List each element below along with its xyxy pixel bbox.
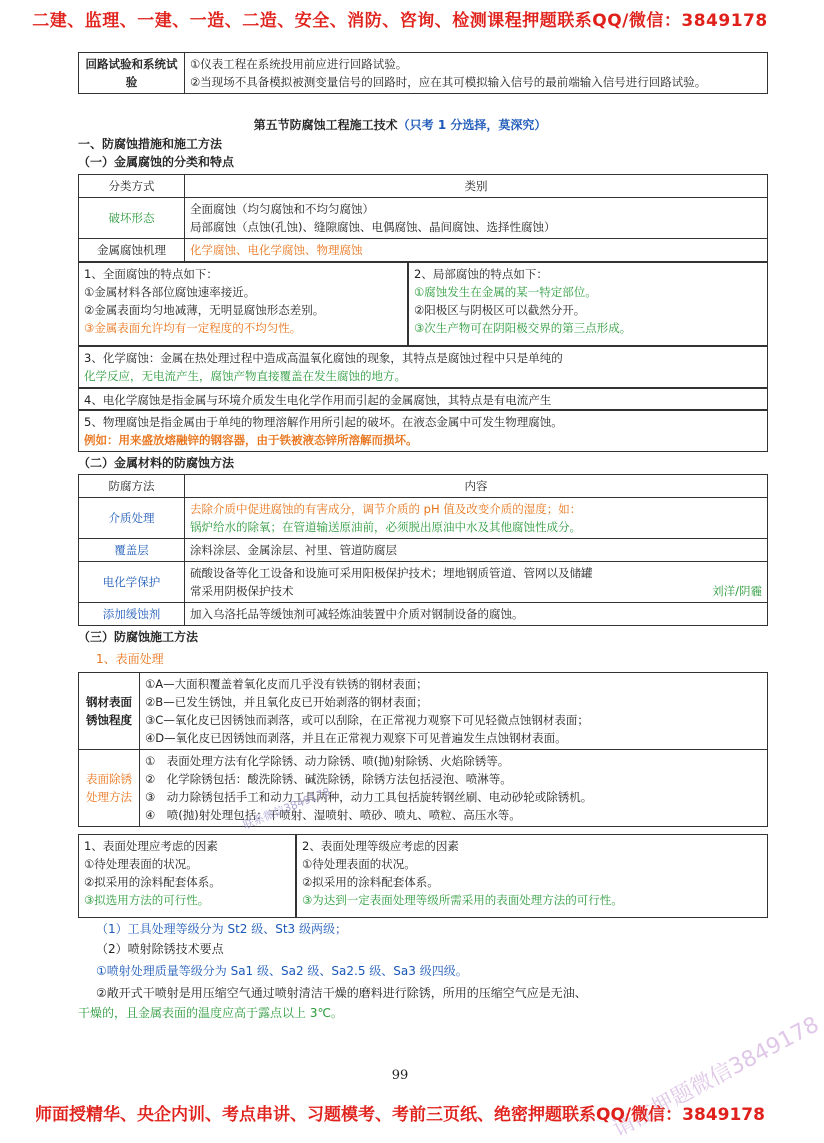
factor-line-1: ①待处理表面的状况。	[84, 857, 198, 871]
local-line-3: ③次生产物可在阴阳极交界的第三点形成。	[414, 321, 632, 335]
t2-row1-line2: 锅炉给水的除氧；在管道输送原油前，必须脱出原油中水及其他腐蚀性成分。	[190, 520, 581, 534]
t2-row3-key: 电化学保护	[79, 562, 185, 603]
uniform-title: 1、全面腐蚀的特点如下：	[84, 267, 218, 281]
heading-1: 一、防腐蚀措施和施工方法	[78, 137, 223, 151]
local-line-1: ①腐蚀发生在金属的某一特定部位。	[414, 285, 597, 299]
loop-test-table	[78, 52, 768, 94]
grade-title: 2、表面处理等级应考虑的因素	[302, 839, 459, 853]
treatment-factor-box	[78, 834, 296, 918]
t2-row4-key: 添加缓蚀剂	[79, 603, 185, 626]
t2-row3-line1: 硫酸设备等化工设备和设施可采用阳极保护技术；埋地钢质管道、管网以及储罐	[190, 566, 593, 580]
tail-line-4: ②敞开式干喷射是用压缩空气通过喷射清洁干燥的磨料进行除锈，所用的压缩空气应是无油、	[96, 986, 587, 1000]
t1-row1-line1: 全面腐蚀（均匀腐蚀和不均匀腐蚀）	[190, 202, 374, 216]
watermark-small: 联系微信3849178	[241, 785, 333, 832]
t2-row4-val: 加入乌洛托品等缓蚀剂可减轻炼油装置中介质对钢制设备的腐蚀。	[185, 603, 768, 626]
t1-header-1: 分类方式	[79, 175, 185, 198]
page-footer-banner: 师面授精华、央企内训、考点串讲、习题模考、考前三页纸、绝密押题联系QQ/微信：3849178	[35, 1105, 765, 1125]
page-number: 99	[391, 1068, 409, 1083]
corrosion-class-table	[78, 174, 768, 262]
t3-r1-line3: ③C—氧化皮已因锈蚀而剥落，或可以刮除，在正常视力观察下可见轻微点蚀钢材表面；	[145, 713, 589, 727]
chemical-line-2: 化学反应，无电流产生，腐蚀产物直接覆盖在发生腐蚀的地方。	[84, 369, 406, 383]
uniform-line-3: ③金属表面允许均有一定程度的不均匀性。	[84, 321, 302, 335]
t2-row1-key: 介质处理	[79, 498, 185, 539]
watermark-large: 请注押题微信3849178	[608, 1012, 824, 1143]
t2-row3-line2	[190, 582, 762, 600]
section-title: 第五节防腐蚀工程施工技术	[253, 118, 398, 132]
signature-text: 刘洋/阴霾	[712, 584, 762, 598]
electrochemical-line: 4、电化学腐蚀是指金属与环境介质发生电化学作用而引起的金属腐蚀，其特点是有电流产生	[84, 393, 552, 407]
tail-line-3: ①喷射处理质量等级分为 Sa1 级、Sa2 级、Sa2.5 级、Sa3 级四级。	[96, 964, 468, 978]
loop-test-label: 回路试验和系统试验	[79, 53, 185, 94]
loop-test-line-2: ②当现场不具备模拟被测变量信号的回路时，应在其可模拟输入信号的最前端输入信号进行回路试验。	[190, 75, 707, 89]
electrochemical-box	[78, 388, 768, 410]
tail-line-5: 干燥的，且金属表面的温度应高于露点以上 3℃。	[78, 1006, 343, 1020]
grade-line-2: ②拟采用的涂料配套体系。	[302, 875, 439, 889]
sub-heading-3-1: 1、表面处理	[96, 652, 164, 666]
loop-test-line-1: ①仪表工程在系统投用前应进行回路试验。	[190, 57, 408, 71]
section-note: （只考 1 分选择，莫深究）	[397, 118, 547, 132]
uniform-corrosion-box	[78, 262, 408, 346]
uniform-line-1: ①金属材料各部位腐蚀速率接近。	[84, 285, 256, 299]
page-header-banner: 二建、监理、一建、一造、二造、安全、消防、咨询、检测课程押题联系QQ/微信：3849178	[32, 11, 768, 31]
t1-row1-line2: 局部腐蚀（点蚀(孔蚀)、缝隙腐蚀、电偶腐蚀、晶间腐蚀、选择性腐蚀）	[190, 220, 556, 234]
anticorrosion-method-table	[78, 474, 768, 626]
sub-heading-1: （一）金属腐蚀的分类和特点	[78, 155, 235, 169]
local-title: 2、局部腐蚀的特点如下：	[414, 267, 548, 281]
factor-line-3: ③拟选用方法的可行性。	[84, 893, 210, 907]
t3-r2-line2: ② 化学除锈包括：酸洗除锈、碱洗除锈，除锈方法包括浸泡、喷淋等。	[145, 772, 512, 786]
factor-line-2: ②拟采用的涂料配套体系。	[84, 875, 221, 889]
t3-r1-line4: ④D—氧化皮已因锈蚀而剥落，并且在正常视力观察下可见普遍发生点蚀钢材表面。	[145, 731, 567, 745]
t1-row2-key: 金属腐蚀机理	[79, 239, 185, 262]
t2-row2-val: 涂料涂层、金属涂层、衬里、管道防腐层	[185, 539, 768, 562]
local-corrosion-box	[408, 262, 768, 346]
t1-row2-val: 化学腐蚀、电化学腐蚀、物理腐蚀	[185, 239, 768, 262]
t1-row1-key: 破坏形态	[79, 198, 185, 239]
factor-title: 1、表面处理应考虑的因素	[84, 839, 218, 853]
uniform-line-2: ②金属表面均匀地减薄，无明显腐蚀形态差别。	[84, 303, 325, 317]
physical-line-1: 5、物理腐蚀是指金属由于单纯的物理溶解作用所引起的破坏。在液态金属中可发生物理腐蚀。	[84, 415, 563, 429]
t3-key-1: 钢材表面锈蚀程度	[79, 673, 140, 750]
section-heading	[0, 116, 800, 134]
chemical-corrosion-box	[78, 346, 768, 388]
grade-line-1: ①待处理表面的状况。	[302, 857, 416, 871]
t2-row1-line1: 去除介质中促进腐蚀的有害成分，调节介质的 pH 值及改变介质的湿度；如：	[190, 502, 582, 516]
physical-corrosion-box	[78, 410, 768, 452]
chemical-line-1: 3、化学腐蚀：金属在热处理过程中造成高温氧化腐蚀的现象，其特点是腐蚀过程中只是单纯的	[84, 351, 563, 365]
t3-r2-line4: ④ 喷(抛)射处理包括：干喷射、湿喷射、喷砂、喷丸、喷粒、高压水等。	[145, 808, 521, 822]
t2-row2-key: 覆盖层	[79, 539, 185, 562]
tail-line-1: （1）工具处理等级分为 St2 级、St3 级两级；	[96, 922, 347, 936]
sub-heading-3: （三）防腐蚀施工方法	[78, 630, 199, 644]
grade-line-3: ③为达到一定表面处理等级所需采用的表面处理方法的可行性。	[302, 893, 623, 907]
grade-factor-box	[296, 834, 768, 918]
surface-treatment-table	[78, 672, 768, 827]
t3-r1-line1: ①A—大面积覆盖着氧化皮而几乎没有铁锈的钢材表面；	[145, 677, 428, 691]
tail-line-2: （2）喷射除锈技术要点	[96, 942, 224, 956]
t2-row3-line2-text: 常采用阴极保护技术	[190, 584, 294, 598]
t2-header-2: 内容	[185, 475, 768, 498]
local-line-2: ②阳极区与阴极区可以截然分开。	[414, 303, 586, 317]
t3-r2-line1: ① 表面处理方法有化学除锈、动力除锈、喷(抛)射除锈、火焰除锈等。	[145, 754, 510, 768]
t3-r1-line2: ②B—已发生锈蚀，并且氧化皮已开始剥落的钢材表面；	[145, 695, 428, 709]
t1-header-2: 类别	[185, 175, 768, 198]
physical-line-2: 例如：用来盛放熔融锌的钢容器，由于铁被液态锌所溶解而损坏。	[84, 433, 418, 447]
t2-header-1: 防腐方法	[79, 475, 185, 498]
sub-heading-2: （二）金属材料的防腐蚀方法	[78, 456, 235, 470]
t3-key-2: 表面除锈处理方法	[79, 750, 140, 827]
t3-r2-line3: ③ 动力除锈包括手工和动力工具两种，动力工具包括旋转钢丝刷、电动砂轮或除锈机。	[145, 790, 593, 804]
